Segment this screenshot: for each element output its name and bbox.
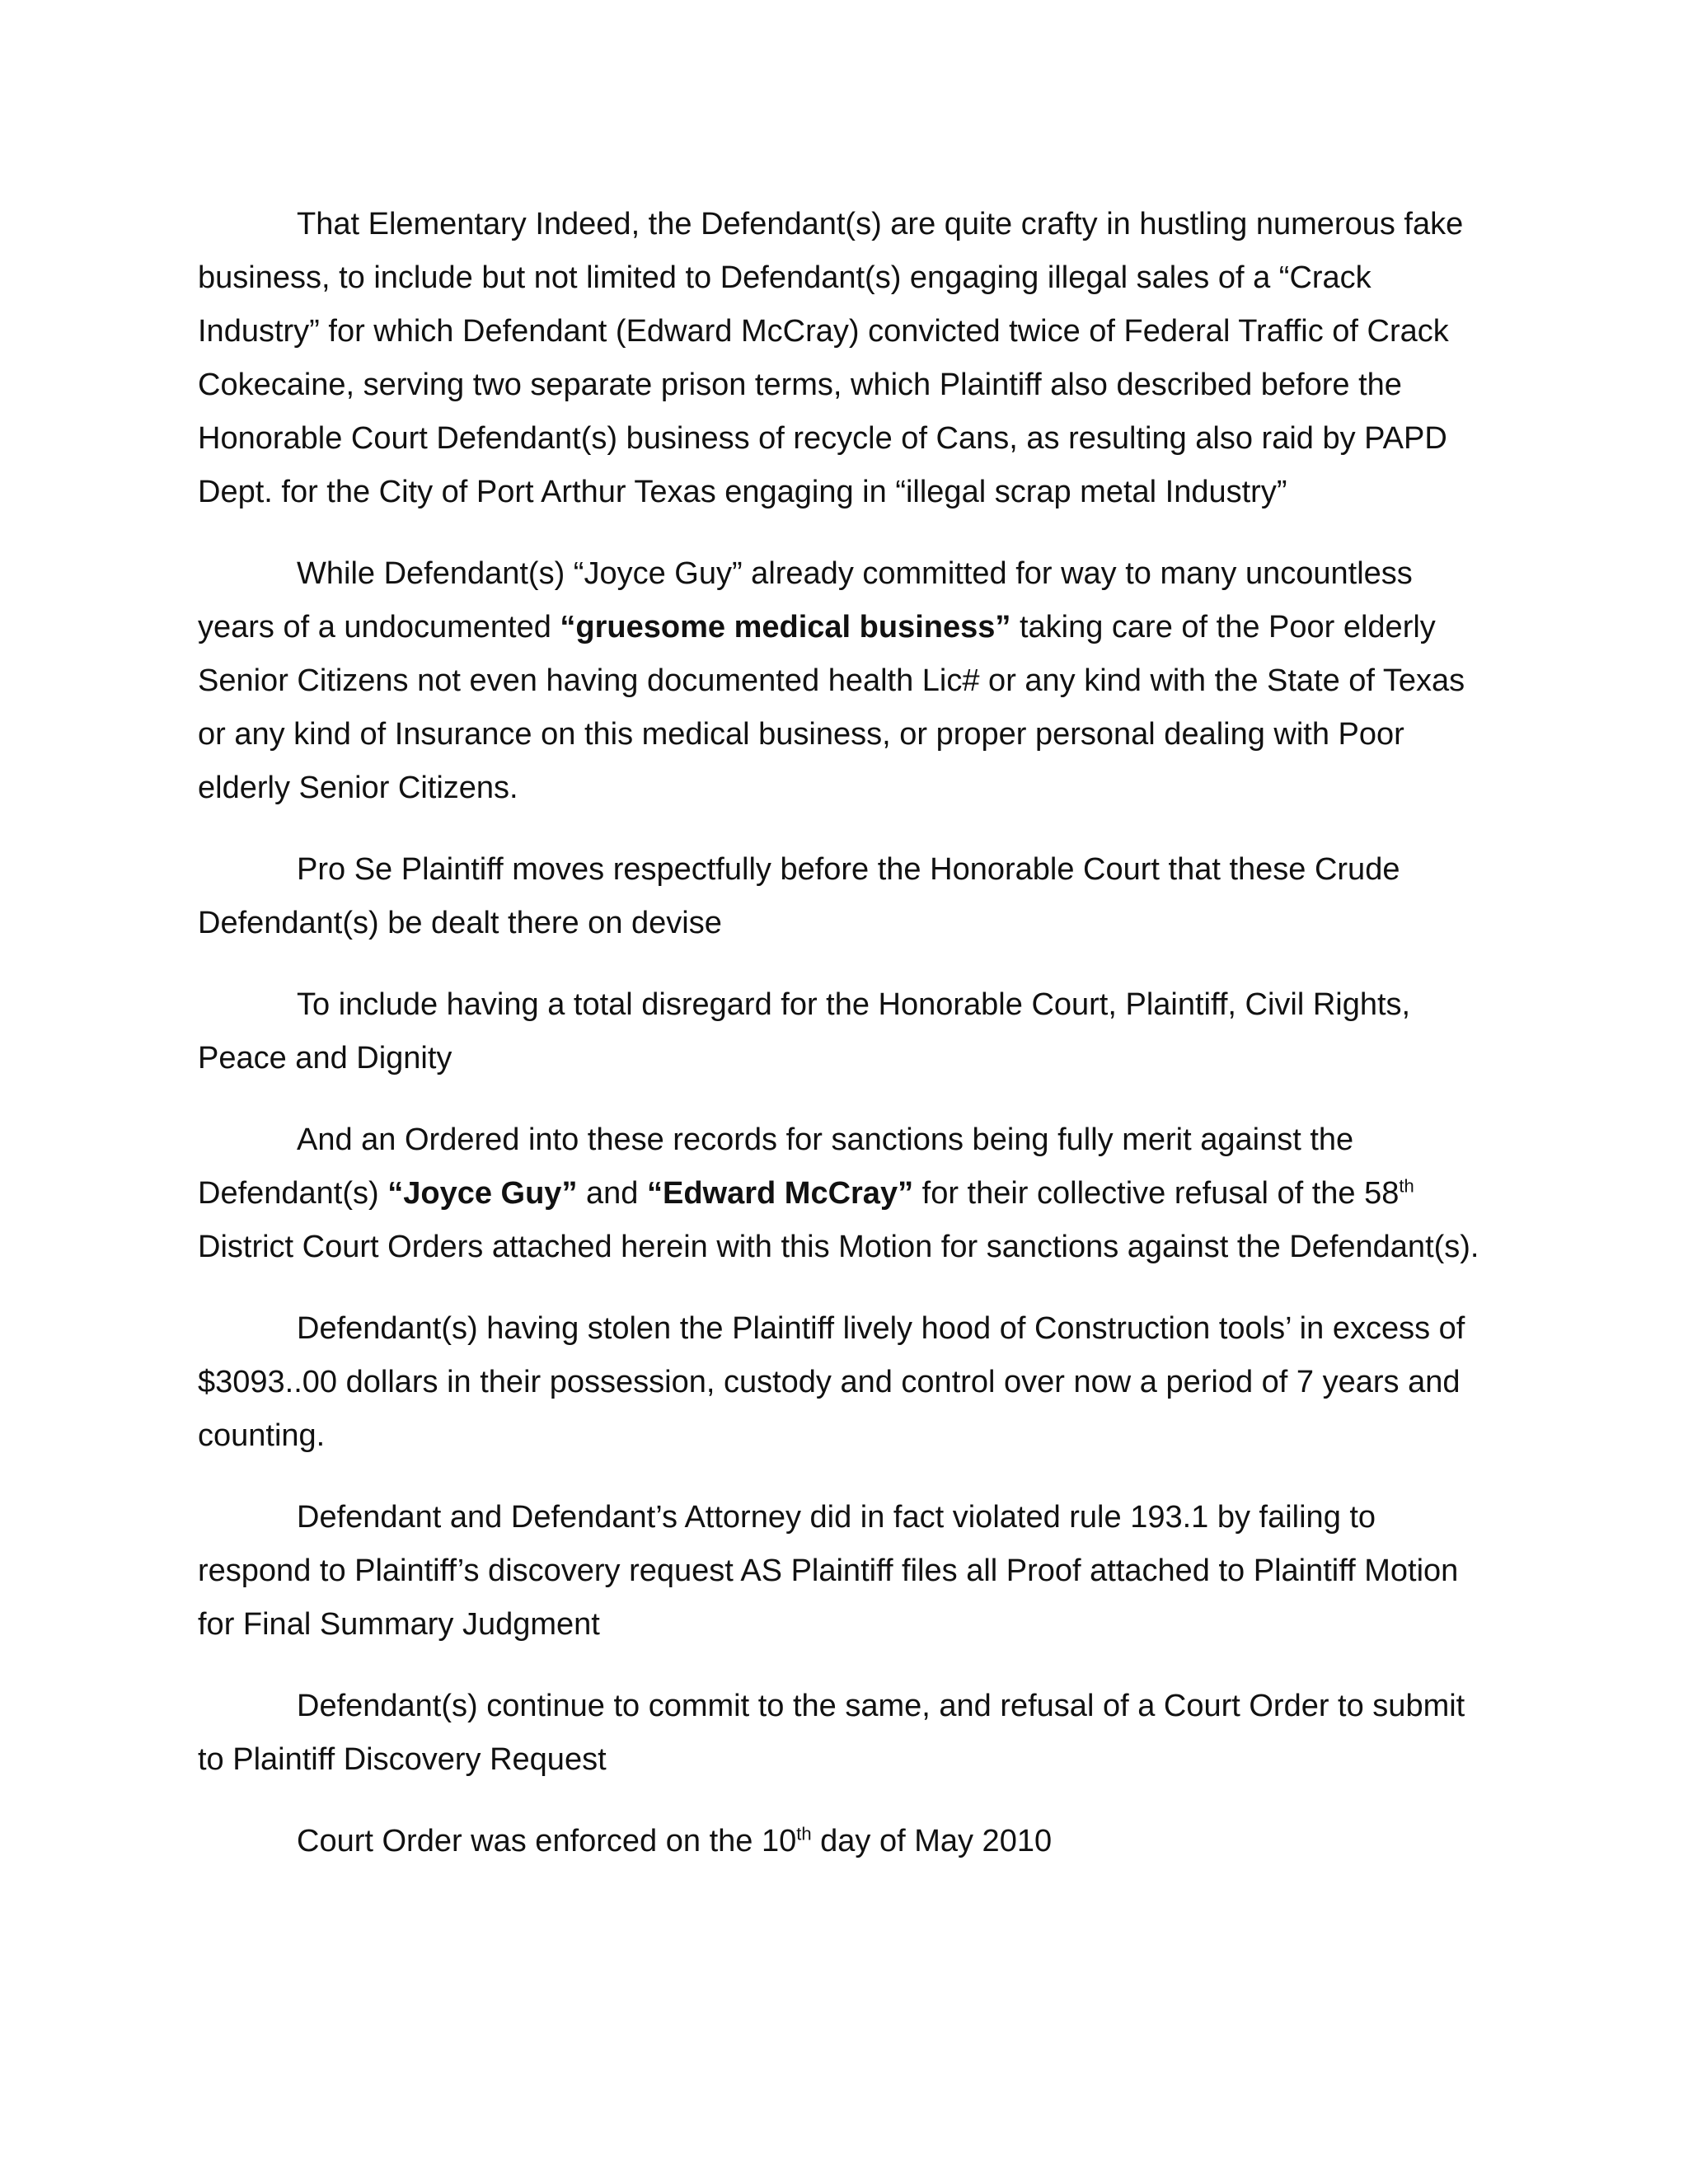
- text-span: taking care of the Poor elderly Senior Citizens not even having documented health Lic# or any kind with the State of Texas or any kind of Insurance on this medical business, or proper personal dealing with Poor elderly Senior Citizens.: [198, 610, 1465, 805]
- bold-phrase: “Edward McCray”: [646, 1176, 914, 1211]
- paragraph-5: [198, 1113, 1484, 1274]
- text-span: That Elementary Indeed, the Defendant(s) are quite crafty in hustling numerous fake business, to include but not limited to Defendant(s) engaging illegal sales of a “Crack Industry” for which Defendant (Edward McCray) convicted twice of Federal Traffic of Crack Cokecaine, serving two separate prison terms, which Plaintiff also described before the Honorable Court Defendant(s) business of recycle of Cans, as resulting also raid by PAPD Dept. for the City of Port Arthur Texas engaging in “illegal scrap metal Industry”: [198, 207, 1464, 509]
- text-span: for their collective refusal of the 58: [913, 1176, 1400, 1211]
- text-span: And an Ordered into these records for sanctions being fully merit against the Defendant(s): [198, 1122, 1354, 1211]
- text-span: Defendant(s) continue to commit to the same, and refusal of a Court Order to submit to Plaintiff Discovery Request: [198, 1689, 1465, 1777]
- paragraph-7: [198, 1491, 1484, 1652]
- text-span: While Defendant(s) “Joyce Guy” already committed for way to many uncountless years of a undocumented: [198, 556, 1413, 644]
- paragraph-9: [198, 1815, 1484, 1868]
- bold-phrase: “gruesome medical business”: [560, 610, 1011, 644]
- text-span: Court Order was enforced on the 10: [297, 1824, 797, 1858]
- text-span: and: [577, 1176, 647, 1211]
- text-span: District Court Orders attached herein with this Motion for sanctions against the Defendant(s).: [198, 1230, 1479, 1264]
- text-span: Defendant and Defendant’s Attorney did in fact violated rule 193.1 by failing to respond to Plaintiff’s discovery request AS Plaintiff files all Proof attached to Plaintiff Motion for Final Summary Judgment: [198, 1500, 1459, 1642]
- paragraph-8: [198, 1680, 1484, 1787]
- paragraph-1: [198, 198, 1484, 519]
- text-span: Pro Se Plaintiff moves respectfully before the Honorable Court that these Crude Defendant(s) be dealt there on devise: [198, 852, 1400, 940]
- bold-phrase: “Joyce Guy”: [387, 1176, 578, 1211]
- paragraph-2: [198, 547, 1484, 815]
- text-span: Defendant(s) having stolen the Plaintiff lively hood of Construction tools’ in excess of $3093..00 dollars in their possession, custody and control over now a period of 7 years and counting.: [198, 1311, 1465, 1453]
- paragraph-6: [198, 1302, 1484, 1463]
- document-page: [198, 198, 1484, 1896]
- text-span: day of May 2010: [811, 1824, 1053, 1858]
- paragraph-3: [198, 843, 1484, 950]
- paragraph-4: [198, 978, 1484, 1085]
- ordinal-superscript: th: [796, 1823, 812, 1844]
- text-span: To include having a total disregard for the Honorable Court, Plaintiff, Civil Rights, Peace and Dignity: [198, 987, 1411, 1076]
- ordinal-superscript: th: [1399, 1175, 1414, 1197]
